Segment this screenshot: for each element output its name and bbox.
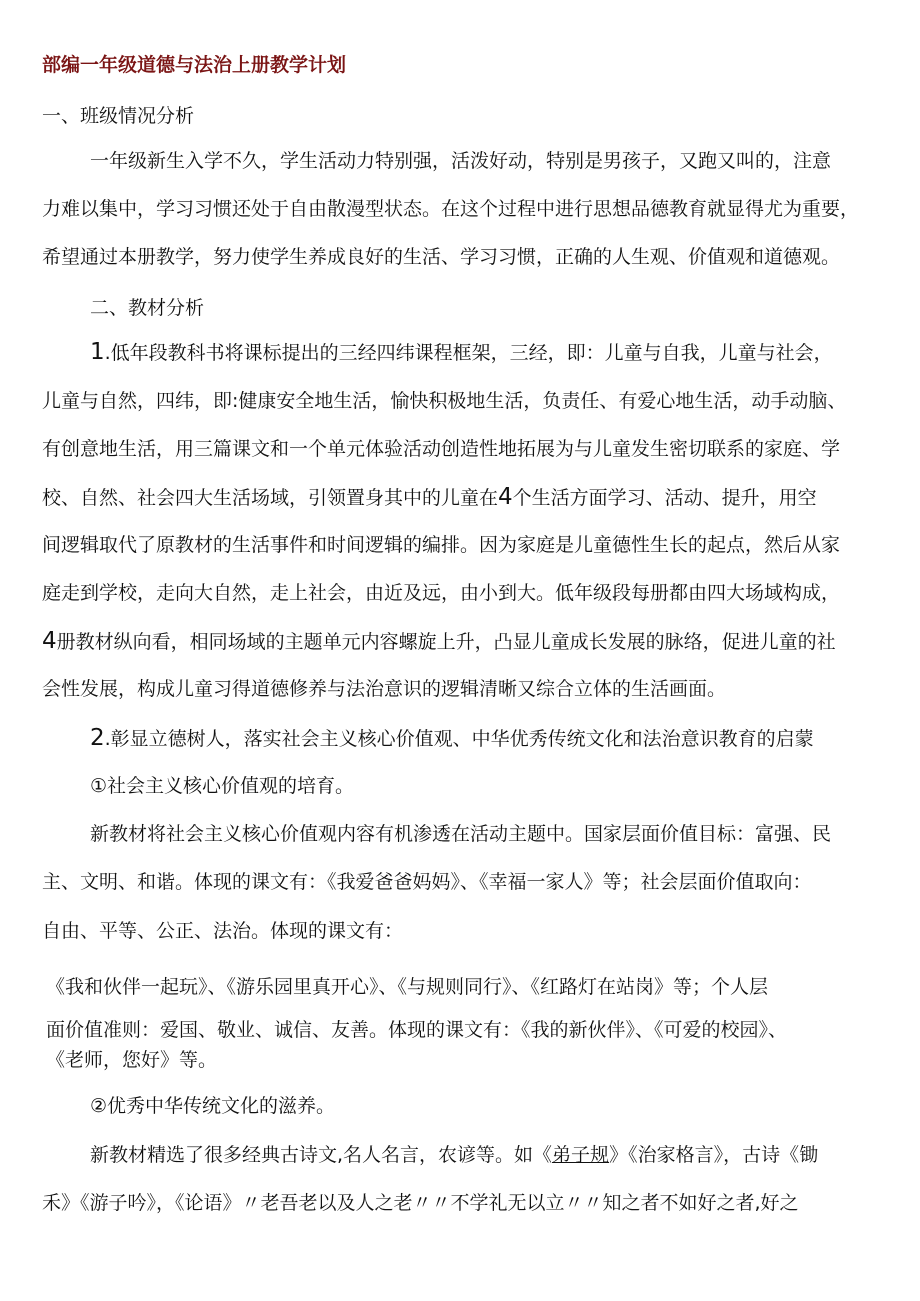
document-title: 部编一年级道德与法治上册教学计划 (42, 54, 347, 76)
paragraph-line: 有创意地生活，用三篇课文和一个单元体验活动创造性地拓展为与儿童发生密切联系的家庭、学 (42, 438, 841, 460)
line-segment: 册教材纵向看，相同场域的主题单元内容螺旋上升，凸显儿童成长发展的脉络，促进儿童的社 (56, 631, 836, 653)
paragraph-line: 儿童与自然，四纬，即:健康安全地生活，愉快积极地生活，负责任、有爱心地生活，动手动脑、 (42, 390, 847, 412)
section-heading-textbook-analysis: 二、教材分析 (90, 297, 205, 319)
paragraph-line: 《我和伙伴一起玩》、《游乐园里真开心》、《与规则同行》、《红路灯在站岗》等；个人层 (46, 976, 769, 998)
paragraph-line: 禾》《游子吟》，《论语》〃老吾老以及人之老〃〃不学礼无以立〃〃知之者不如好之者,好之 (42, 1192, 799, 1214)
paragraph-line: 自由、平等、公正、法治。体现的课文有： (42, 920, 404, 942)
list-item-text: .低年段教科书将课标提出的三经四纬课程框架，三经，即：儿童与自我，儿童与社会， (104, 342, 833, 364)
underlined-book-title: 弟子规 (552, 1144, 610, 1166)
paragraph-line: 一年级新生入学不久，学生活动力特别强，活泼好动，特别是男孩子，又跑又叫的，注意 (90, 150, 832, 172)
list-item-1-first-line (90, 340, 833, 365)
paragraph-line: 面价值准则：爱国、敬业、诚信、友善。体现的课文有：《我的新伙伴》、《可爱的校园》、 (46, 1019, 788, 1041)
line-segment: 个生活方面学习、活动、提升，用空 (512, 487, 817, 509)
paragraph-line: 庭走到学校，走向大自然，走上社会，由近及远，由小到大。低年级段每册都由四大场域构成， (42, 582, 841, 604)
line-segment: 校、自然、社会四大生活场域，引领置身其中的儿童在 (42, 487, 499, 509)
list-number: 2 (90, 725, 105, 751)
paragraph-line (42, 629, 836, 654)
paragraph-line: 间逻辑取代了原教材的生活事件和时间逻辑的编排。因为家庭是儿童德性生长的起点，然后从家 (42, 534, 841, 556)
list-item-2 (90, 726, 814, 751)
paragraph-line: 会性发展，构成儿童习得道德修养与法治意识的逻辑清晰又综合立体的生活画面。 (42, 678, 727, 700)
paragraph-line: 新教材将社会主义核心价值观内容有机渗透在活动主题中。国家层面价值目标：富强、民 (90, 823, 832, 845)
inline-number: 4 (42, 628, 57, 654)
paragraph-line: 《老师，您好》等。 (46, 1049, 218, 1071)
paragraph-line: 希望通过本册教学，努力使学生养成良好的生活、学习习惯，正确的人生观、价值观和道德观。 (42, 246, 841, 268)
paragraph-line: 力难以集中，学习习惯还处于自由散漫型状态。在这个过程中进行思想品德教育就显得尤为重要， (42, 198, 860, 220)
subsection-heading-core-values: ①社会主义核心价值观的培育。 (90, 775, 355, 797)
subsection-heading-traditional-culture: ②优秀中华传统文化的滋养。 (90, 1095, 336, 1117)
line-segment: 新教材精选了很多经典古诗文,名人名言，农谚等。如《 (90, 1144, 553, 1166)
section-heading-class-analysis: 一、班级情况分析 (42, 105, 195, 127)
paragraph-line (42, 485, 817, 510)
list-number: 1 (90, 339, 105, 365)
list-item-text: .彰显立德树人，落实社会主义核心价值观、中华优秀传统文化和法治意识教育的启蒙 (104, 728, 814, 750)
paragraph-line: 主、文明、和谐。体现的课文有：《我爱爸爸妈妈》、《幸福一家人》等；社会层面价值取向： (42, 871, 812, 893)
inline-number: 4 (498, 484, 513, 510)
paragraph-line (90, 1143, 818, 1167)
line-segment: 》《治家格言》，古诗《锄 (609, 1144, 819, 1166)
